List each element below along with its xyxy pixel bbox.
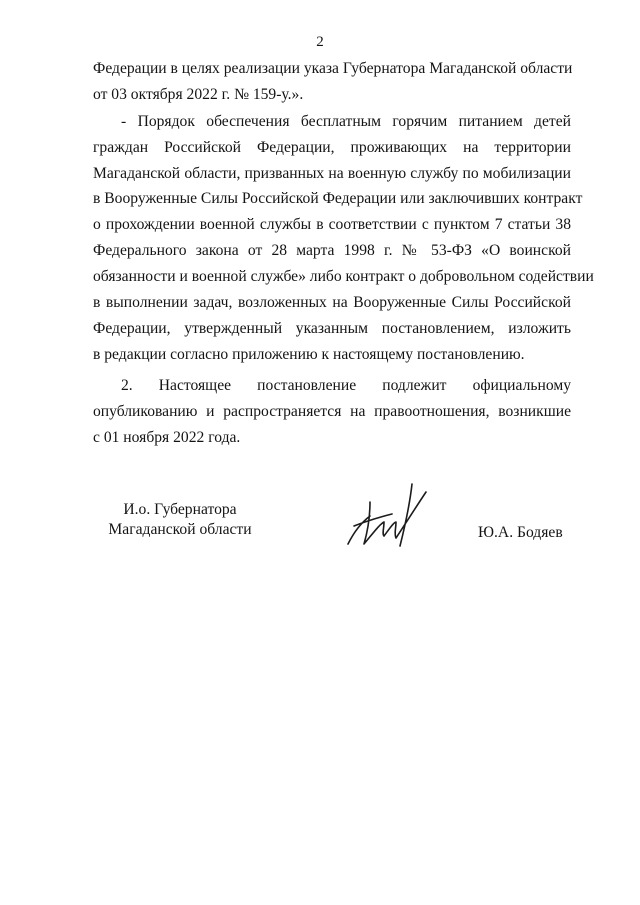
text-line: Федерации, утвержденный указанным постановлением, изложить	[93, 320, 571, 337]
signatory-title-line: Магаданской области	[108, 521, 252, 538]
text-line: - Порядок обеспечения бесплатным горячим питанием детей	[121, 113, 571, 130]
signatory-name: Ю.А. Бодяев	[478, 524, 563, 541]
text-line: Федерации в целях реализации указа Губернатора Магаданской области	[93, 60, 573, 77]
text-line: Магаданской области, призванных на военную службу по мобилизации	[93, 165, 571, 182]
handwritten-signature	[340, 482, 440, 554]
text-line: от 03 октября 2022 г. № 159-у.».	[93, 86, 304, 103]
signatory-title-line: И.о. Губернатора	[123, 501, 237, 518]
text-line: 2. Настоящее постановление подлежит официальному	[121, 377, 571, 394]
signatory-title	[95, 500, 265, 540]
text-line: в выполнении задач, возложенных на Вооруженные Силы Российской	[93, 294, 571, 311]
text-line: в редакции согласно приложению к настоящему постановлению.	[93, 346, 525, 363]
text-line: опубликованию и распространяется на правоотношения, возникшие	[93, 403, 571, 420]
text-line: обязанности и военной службе» либо контракт о добровольном содействии	[93, 268, 594, 285]
text-line: о прохождении военной службы в соответствии с пунктом 7 статьи 38	[93, 216, 571, 233]
text-line: в Вооруженные Силы Российской Федерации или заключивших контракт	[93, 190, 583, 207]
page-number: 2	[316, 34, 324, 50]
text-line: Федерального закона от 28 марта 1998 г. № 53-ФЗ «О воинской	[93, 242, 571, 259]
text-line: с 01 ноября 2022 года.	[93, 429, 241, 446]
text-line: граждан Российской Федерации, проживающих на территории	[93, 139, 571, 156]
